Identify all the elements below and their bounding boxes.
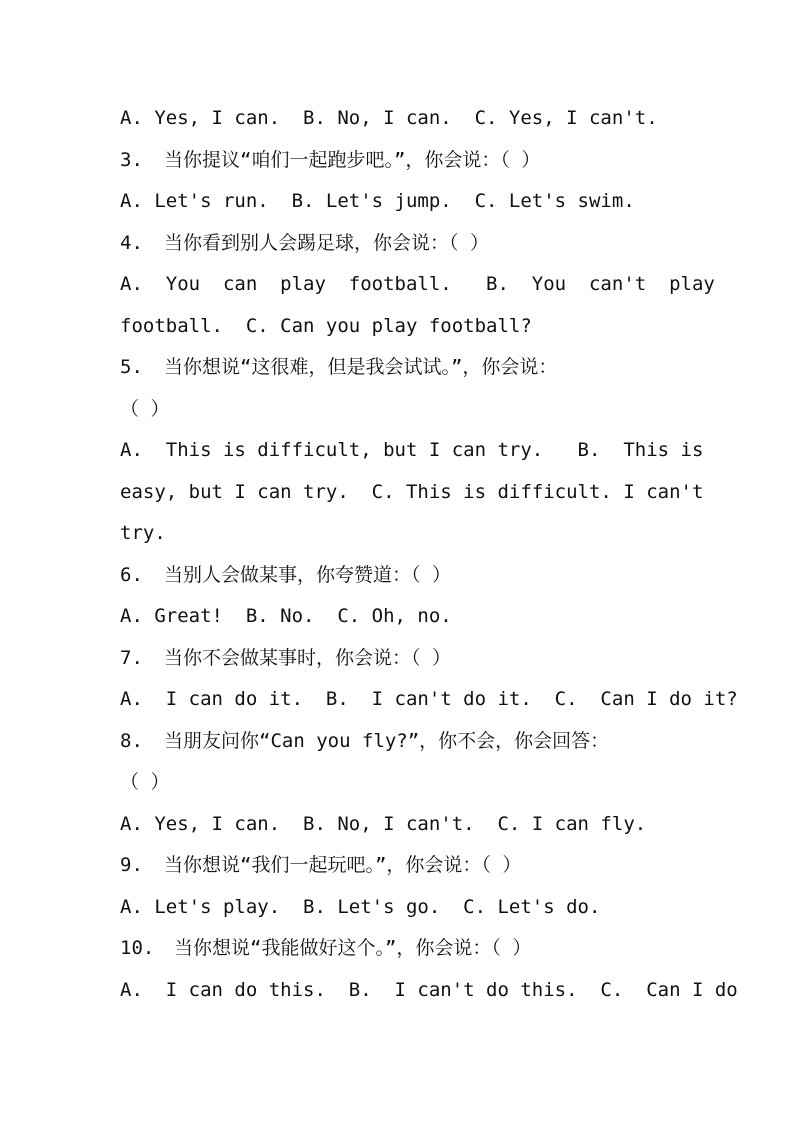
- q8-text: 当朋友问你“Can you fly?”，你不会，你会回答：: [164, 729, 610, 752]
- q10-number: 10.: [120, 937, 155, 959]
- q4-options-line-1: A. You can play football. B. You can't play: [120, 273, 715, 295]
- q6-prompt: [120, 555, 676, 597]
- q10-text: 当你想说“我能做好这个。”，你会说：（ ）: [174, 937, 532, 959]
- q5-answer-blank: （ ）: [120, 397, 170, 420]
- q3-prompt: [120, 140, 676, 182]
- q7-number: 7.: [120, 646, 143, 669]
- question-list: [120, 98, 738, 1011]
- q7-text: 当你不会做某事时，你会说：（ ）: [164, 646, 451, 669]
- q3-options: A. Let's run. B. Let's jump. C. Let's swim.: [120, 190, 635, 212]
- q3-number: 3.: [120, 148, 143, 171]
- q6-options: A. Great! B. No. C. Oh, no.: [120, 605, 452, 627]
- q5-options-line-3: try.: [120, 522, 166, 544]
- q5-text: 当你想说“这很难，但是我会试试。”，你会说：: [164, 356, 558, 378]
- q6-text: 当别人会做某事，你夸赞道：（ ）: [164, 563, 451, 586]
- q2-options: A. Yes, I can. B. No, I can. C. Yes, I can't.: [120, 107, 658, 129]
- q4-text: 当你看到别人会踢足球，你会说：（ ）: [164, 231, 489, 254]
- q7-prompt: [120, 638, 676, 680]
- q8-number: 8.: [120, 729, 143, 752]
- q3-text: 当你提议“咱们一起跑步吧。”，你会说：（ ）: [164, 148, 541, 171]
- q9-number: 9.: [120, 854, 143, 876]
- q8-options: A. Yes, I can. B. No, I can't. C. I can fly.: [120, 812, 647, 835]
- q10-options: A. I can do this. B. I can't do this. C. Can I do: [120, 978, 738, 1001]
- q5-options-line-2: easy, but I can try. C. This is difficult. I can't: [120, 480, 704, 503]
- q4-number: 4.: [120, 231, 143, 254]
- q10-prompt: [120, 928, 676, 970]
- q4-prompt: [120, 223, 676, 265]
- q9-options: A. Let's play. B. Let's go. C. Let's do.: [120, 895, 601, 918]
- q8-prompt: [120, 721, 676, 763]
- q5-number: 5.: [120, 356, 143, 378]
- q5-prompt: [120, 347, 676, 389]
- q9-text: 当你想说“我们一起玩吧。”，你会说：（ ）: [164, 854, 522, 876]
- q8-answer-blank: （ ）: [120, 771, 170, 793]
- q5-options-line-1: A. This is difficult, but I can try. B. This is: [120, 439, 704, 461]
- q7-options: A. I can do it. B. I can't do it. C. Can I do it?: [120, 688, 738, 710]
- q4-options-line-2: football. C. Can you play football?: [120, 314, 532, 337]
- q6-number: 6.: [120, 563, 143, 586]
- q9-prompt: [120, 845, 676, 887]
